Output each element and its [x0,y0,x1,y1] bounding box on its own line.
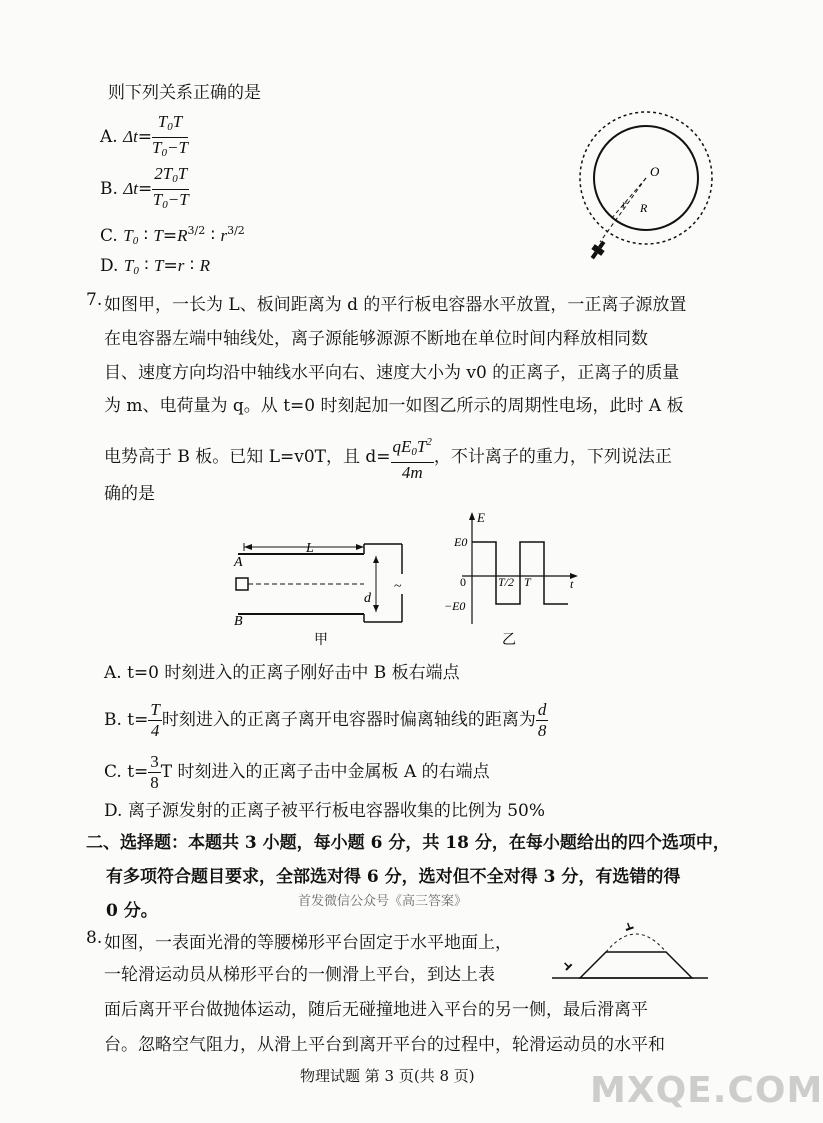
orbit-figure [560,92,720,272]
plate-b-label: B [234,614,243,629]
q7-option-c: C. t= $\frac{3}{8}$ T 时刻进入的正离子击中金属板 A 的右端点 [104,752,490,792]
q6-option-c: C. $T_0$ ∶ $T=R^{3/2}$ ∶ $r^{3/2}$ [100,224,245,247]
q8-line1: 如图，一表面光滑的等腰梯形平台固定于水平地面上， [104,933,512,953]
skater-airborne-icon [624,922,634,930]
q6-option-b: B. Δt= $\frac{2T_0T}{T_0-T}$ [100,164,189,211]
page-footer: 物理试题 第 3 页(共 8 页) [300,1067,475,1085]
q6-option-d: D. $T_0$ ∶ T=r ∶ R [100,256,211,277]
ion-source [236,578,248,590]
length-label: L [306,541,314,556]
fig-yi-caption: 乙 [502,633,516,648]
ac-source-label: ~ [394,579,402,594]
e0-label: E0 [454,535,468,549]
center-label: O [650,164,660,179]
q7-line1: 如图甲，一长为 L、板间距离为 d 的平行板电容器水平放置，一正离子源放置 [104,295,687,315]
origin-label: 0 [460,575,466,589]
q7-option-b: B. t= $\frac{T}{4}$ 时刻进入的正离子离开电容器时偏离轴线的距离为 $\frac{d}{8}$ [104,700,547,740]
trapezoid-platform-figure [550,920,710,986]
q6-intro: 则下列关系正确的是 [108,83,261,103]
skater-icon [562,960,572,970]
plate-a-label: A [234,555,243,570]
section2-line2: 有多项符合题目要求，全部选对得 6 分，选对但不全对得 3 分，有选错的得 [106,867,681,887]
q7-line6: 确的是 [104,484,155,504]
e-axis-label: E [477,510,485,525]
watermark: MXQE.COM [590,1070,823,1111]
q8-number: 8. [86,928,103,948]
t-axis-label: t [570,577,574,591]
q6-option-a: A. Δt= $\frac{T_0T}{T_0-T}$ [100,112,188,159]
satellite-icon [587,238,608,261]
gap-label: d [364,591,371,606]
q7-option-d: D. 离子源发射的正离子被平行板电容器收集的比例为 50% [104,801,546,821]
q7-number: 7. [86,290,103,310]
R-label: R [640,201,648,215]
half-period-label: T/2 [498,575,515,589]
q8-line4: 台。忽略空气阻力，从滑上平台到离开平台的过程中，轮滑运动员的水平和 [104,1035,665,1055]
period-label: T [524,575,531,589]
q7-option-a: A. t=0 时刻进入的正离子刚好击中 B 板右端点 [104,663,460,683]
section2-line1: 二、选择题：本题共 3 小题，每小题 6 分，共 18 分，在每小题给出的四个选项中， [86,833,730,853]
q7-line5: 电势高于 B 板。已知 L=v0T，且 d= $\frac{qE_0T^2}{4m}$ ，不计离子的重力，下列说法正 [104,432,672,483]
q7-line3: 目、速度方向均沿中轴线水平向右、速度大小为 v0 的正离子，正离子的质量 [104,363,680,383]
r-label: r [622,197,627,211]
section2-line3: 0 分。 [106,901,158,921]
neg-e0-label: −E0 [444,599,466,613]
q8-line3: 面后离开平台做抛体运动，随后无碰撞地进入平台的另一侧，最后滑离平 [104,1000,648,1020]
capacitor-figure [228,532,418,652]
q8-line2: 一轮滑运动员从梯形平台的一侧滑上平台，到达上表 [104,965,495,985]
fig-jia-caption: 甲 [314,633,328,648]
q7-line2: 在电容器左端中轴线处，离子源能够源源不断地在单位时间内释放相同数 [104,329,648,349]
source-note: 首发微信公众号《高三答案》 [298,894,468,909]
field-graph [436,506,586,651]
q7-line4: 为 m、电荷量为 q。从 t=0 时刻起加一如图乙所示的周期性电场，此时 A 板 [104,396,684,416]
